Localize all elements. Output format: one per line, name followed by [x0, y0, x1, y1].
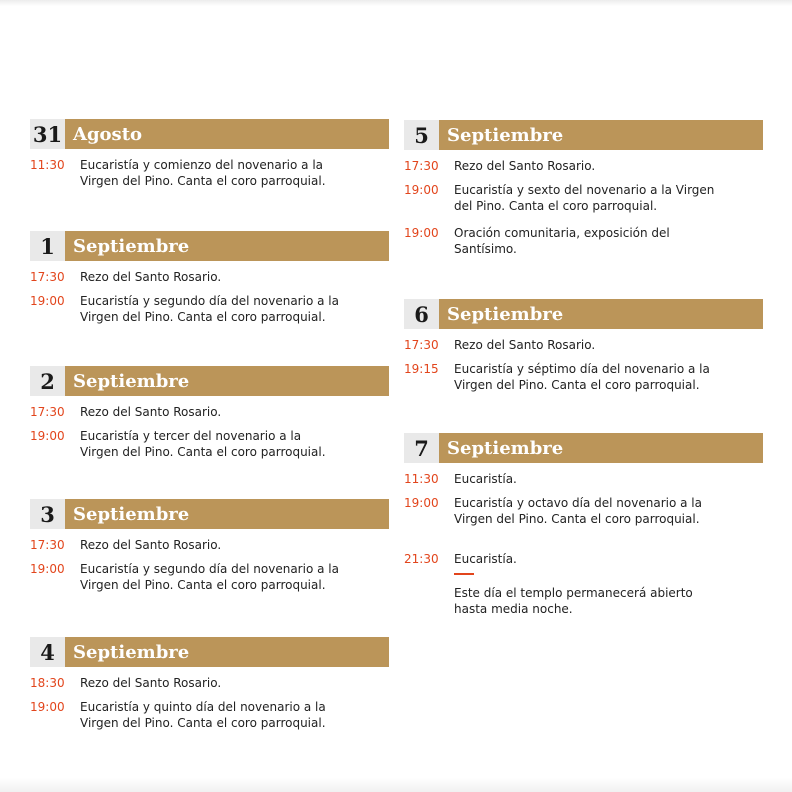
event-time: 19:00 — [30, 562, 65, 576]
event-time: 21:30 — [404, 552, 439, 566]
event-time: 17:30 — [30, 270, 65, 284]
event-description: Eucaristía y segundo día del novenario a la Virgen del Pino. Canta el coro parroquial. — [80, 294, 339, 324]
day-number: 2 — [30, 366, 65, 396]
event-description: Rezo del Santo Rosario. — [80, 538, 222, 552]
event-row — [404, 337, 763, 353]
day-block — [30, 637, 389, 731]
event-description: Eucaristía. — [454, 472, 517, 486]
event-row — [30, 428, 389, 460]
day-header — [404, 299, 763, 329]
event-time: 17:30 — [404, 338, 439, 352]
event-description: Eucaristía. — [454, 552, 517, 566]
event-time: 19:15 — [404, 362, 439, 376]
day-number: 7 — [404, 433, 439, 463]
event-description: Eucaristía y segundo día del novenario a la Virgen del Pino. Canta el coro parroquial. — [80, 562, 339, 592]
day-block — [30, 231, 389, 325]
day-number: 6 — [404, 299, 439, 329]
day-number: 3 — [30, 499, 65, 529]
event-row — [404, 471, 763, 487]
event-description: Eucaristía y octavo día del novenario a la Virgen del Pino. Canta el coro parroquial. — [454, 496, 702, 526]
day-header — [30, 366, 389, 396]
day-number: 31 — [30, 119, 65, 149]
day-month: Septiembre — [65, 637, 389, 667]
event-time: 19:00 — [30, 429, 65, 443]
event-description: Rezo del Santo Rosario. — [80, 270, 222, 284]
day-block — [30, 499, 389, 593]
event-description: Rezo del Santo Rosario. — [454, 338, 596, 352]
day-header — [30, 231, 389, 261]
event-row — [30, 675, 389, 691]
bottom-edge-shadow — [0, 778, 792, 792]
event-description: Eucaristía y sexto del novenario a la Virgen del Pino. Canta el coro parroquial. — [454, 183, 715, 213]
day-number: 1 — [30, 231, 65, 261]
day-month: Septiembre — [65, 366, 389, 396]
day-block — [404, 433, 763, 617]
day-month: Agosto — [65, 119, 389, 149]
event-time: 17:30 — [30, 405, 65, 419]
note-divider — [454, 573, 474, 575]
day-month: Septiembre — [439, 120, 763, 150]
event-row — [30, 157, 389, 189]
day-number: 4 — [30, 637, 65, 667]
day-month: Septiembre — [65, 499, 389, 529]
event-row — [30, 293, 389, 325]
day-header — [30, 637, 389, 667]
event-time: 19:00 — [30, 294, 65, 308]
event-row — [30, 537, 389, 553]
day-header — [30, 499, 389, 529]
event-description: Rezo del Santo Rosario. — [454, 159, 596, 173]
day-header — [404, 433, 763, 463]
event-time: 11:30 — [404, 472, 439, 486]
event-row — [30, 404, 389, 420]
event-row — [30, 561, 389, 593]
event-time: 18:30 — [30, 676, 65, 690]
day-header — [404, 120, 763, 150]
event-description: Rezo del Santo Rosario. — [80, 405, 222, 419]
event-row — [30, 699, 389, 731]
event-description: Eucaristía y séptimo día del novenario a la Virgen del Pino. Canta el coro parroquial. — [454, 362, 710, 392]
event-description: Oración comunitaria, exposición del Santísimo. — [454, 226, 670, 256]
event-time: 11:30 — [30, 158, 65, 172]
day-header — [30, 119, 389, 149]
event-time: 17:30 — [404, 159, 439, 173]
day-note: Este día el templo permanecerá abierto hasta media noche. — [454, 586, 693, 616]
event-description: Eucaristía y comienzo del novenario a la Virgen del Pino. Canta el coro parroquial. — [80, 158, 326, 188]
event-time: 17:30 — [30, 538, 65, 552]
event-time: 19:00 — [30, 700, 65, 714]
day-block — [30, 119, 389, 189]
event-description: Eucaristía y tercer del novenario a la Virgen del Pino. Canta el coro parroquial. — [80, 429, 326, 459]
event-row — [30, 269, 389, 285]
top-edge-shadow — [0, 0, 792, 6]
day-month: Septiembre — [439, 433, 763, 463]
event-row — [404, 158, 763, 174]
day-block — [404, 120, 763, 257]
day-block — [404, 299, 763, 393]
day-number: 5 — [404, 120, 439, 150]
day-month: Septiembre — [65, 231, 389, 261]
event-time: 19:00 — [404, 183, 439, 197]
event-row — [404, 361, 763, 393]
event-description: Rezo del Santo Rosario. — [80, 676, 222, 690]
event-time: 19:00 — [404, 226, 439, 240]
event-row — [404, 182, 763, 214]
event-row — [404, 495, 763, 527]
day-block — [30, 366, 389, 460]
event-row — [404, 551, 763, 567]
event-time: 19:00 — [404, 496, 439, 510]
event-description: Eucaristía y quinto día del novenario a la Virgen del Pino. Canta el coro parroquial. — [80, 700, 326, 730]
event-row — [404, 225, 763, 257]
day-month: Septiembre — [439, 299, 763, 329]
